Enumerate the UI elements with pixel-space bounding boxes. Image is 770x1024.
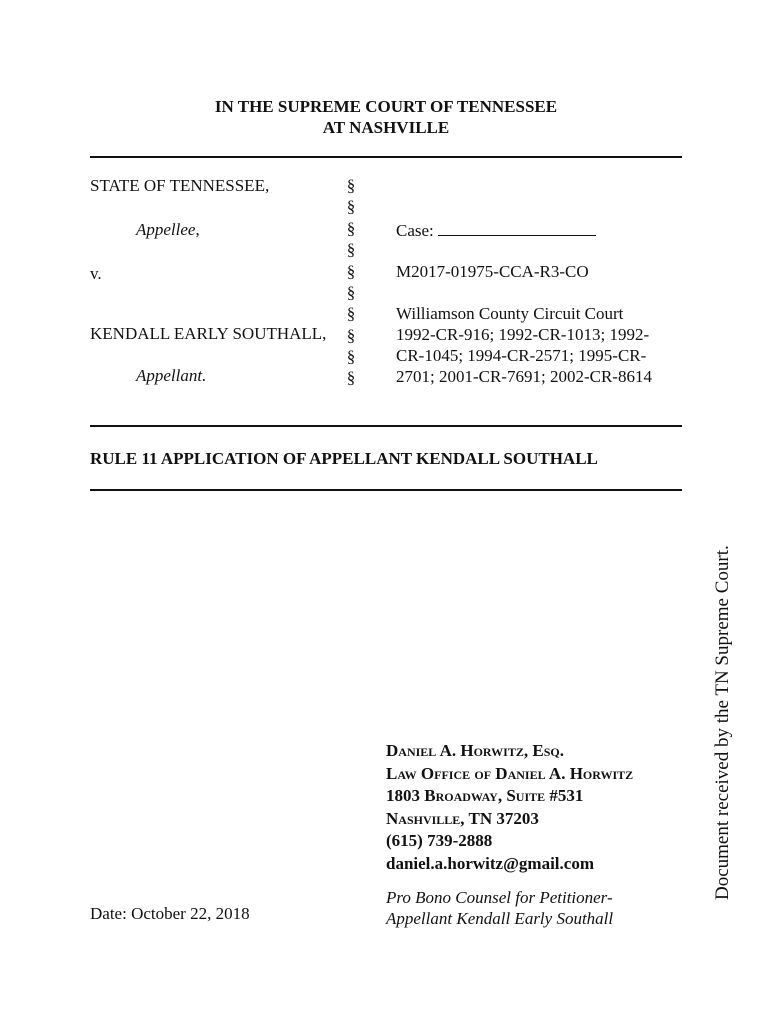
- section-symbol: §: [346, 304, 356, 323]
- document-title: RULE 11 APPLICATION OF APPELLANT KENDALL SOUTHALL: [90, 449, 598, 468]
- filing-date: Date: October 22, 2018: [90, 904, 250, 923]
- case-caption: [90, 176, 690, 396]
- lower-case-numbers-line: 2701; 2001-CR-7691; 2002-CR-8614: [396, 367, 652, 386]
- signature-block: [386, 740, 696, 929]
- title-bottom-rule: [90, 489, 682, 491]
- phone-number: (615) 739-2888: [386, 831, 493, 850]
- lower-case-numbers-line: CR-1045; 1994-CR-2571; 1995-CR-: [396, 346, 647, 365]
- court-location: AT NASHVILLE: [322, 118, 450, 137]
- section-symbol: §: [346, 326, 356, 345]
- section-symbol: §: [346, 176, 356, 195]
- court-name: IN THE SUPREME COURT OF TENNESSEE: [214, 97, 558, 116]
- case-field: [396, 220, 596, 240]
- section-symbol: §: [346, 283, 356, 302]
- top-rule: [90, 156, 682, 158]
- lower-case-numbers-line: 1992-CR-916; 1992-CR-1013; 1992-: [396, 325, 650, 344]
- case-label: Case:: [396, 221, 434, 240]
- section-symbol: §: [346, 240, 356, 259]
- section-symbol: §: [346, 219, 356, 238]
- section-symbol: §: [346, 347, 356, 366]
- city-state-zip: Nashville, TN 37203: [386, 808, 539, 828]
- received-stamp: [708, 515, 738, 900]
- section-symbol: §: [346, 368, 356, 387]
- counsel-role-line: Appellant Kendall Early Southall: [386, 909, 614, 928]
- attorney-name: Daniel A. Horwitz, Esq.: [386, 741, 564, 760]
- party-state: STATE OF TENNESSEE,: [90, 176, 270, 195]
- section-symbol: §: [346, 262, 356, 281]
- email-address: daniel.a.horwitz@gmail.com: [386, 853, 594, 873]
- party-state-role: Appellee,: [136, 220, 200, 239]
- court-heading: [90, 96, 682, 138]
- counsel-role-line: Pro Bono Counsel for Petitioner-: [386, 888, 613, 907]
- versus: v.: [90, 264, 102, 283]
- received-stamp-text: Document received by the TN Supreme Court.: [712, 545, 733, 900]
- section-symbol: §: [346, 197, 356, 216]
- law-firm: Law Office of Daniel A. Horwitz: [386, 763, 634, 783]
- case-number: M2017-01975-CCA-R3-CO: [396, 262, 589, 281]
- street-address: 1803 Broadway, Suite #531: [386, 786, 584, 805]
- lower-court: Williamson County Circuit Court: [396, 304, 624, 323]
- title-top-rule: [90, 425, 682, 427]
- party-appellant-role: Appellant.: [136, 366, 207, 385]
- case-number-blank: [438, 220, 596, 236]
- party-appellant: KENDALL EARLY SOUTHALL,: [90, 324, 327, 343]
- counsel-role: [386, 887, 696, 929]
